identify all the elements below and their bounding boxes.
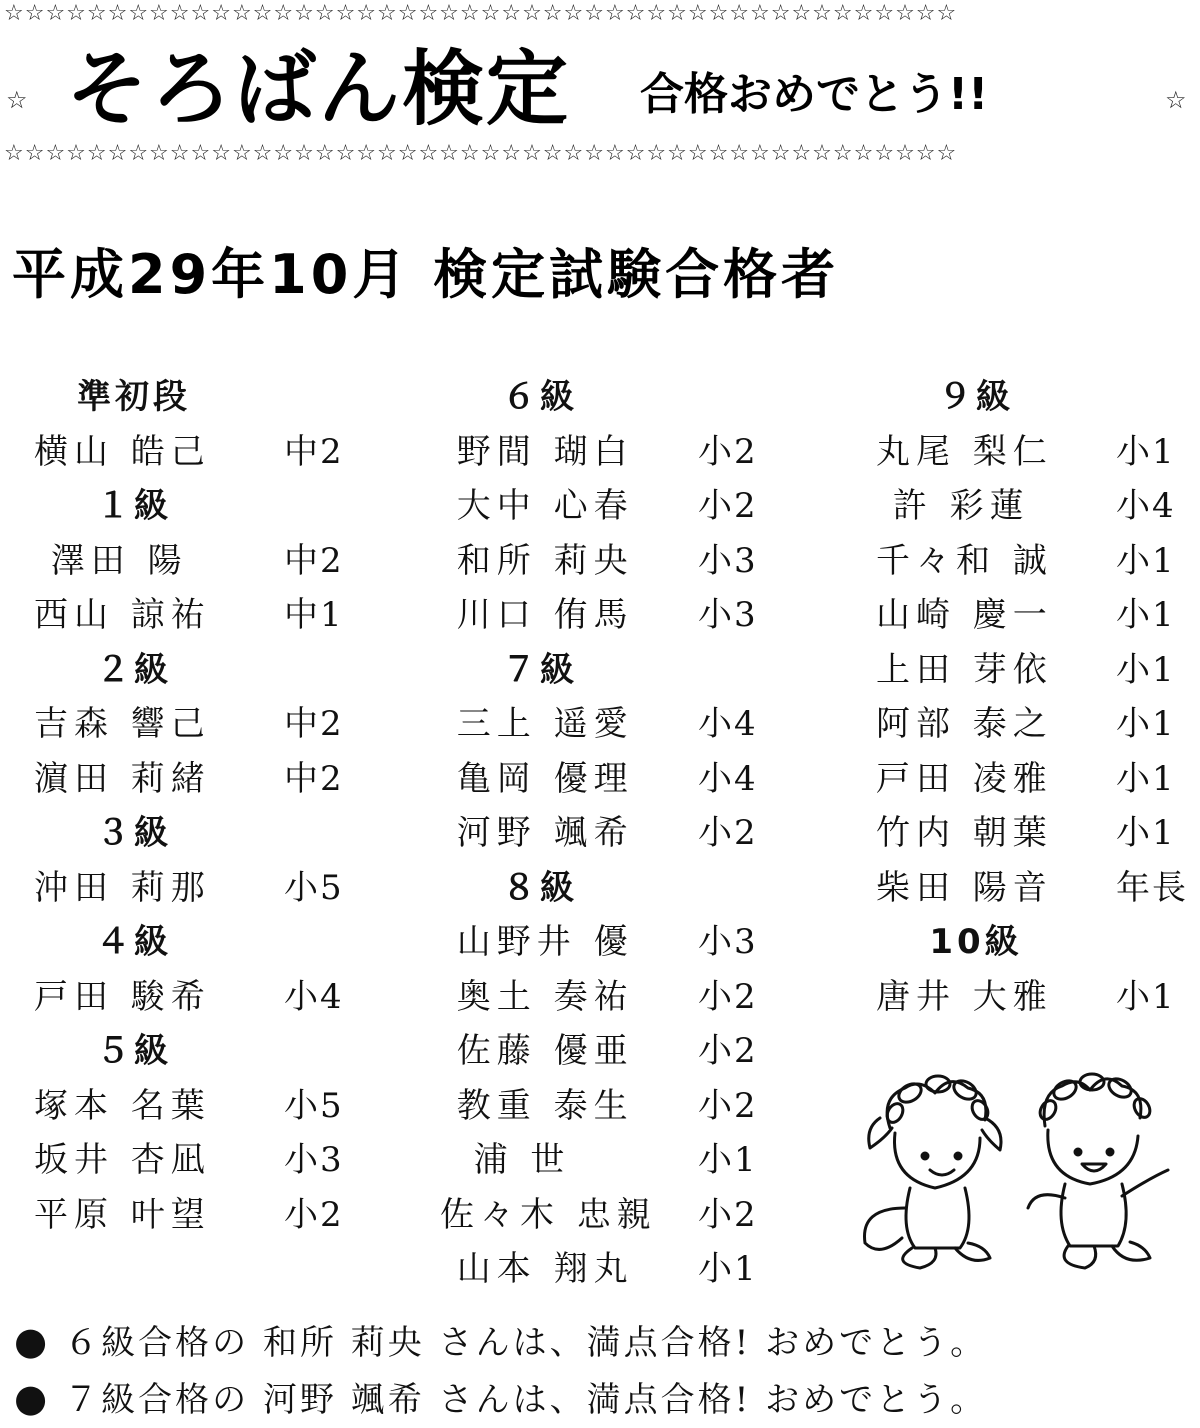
passer-row	[440, 1024, 770, 1079]
passer-name: 沖田 莉那	[34, 867, 211, 908]
note-row	[14, 1371, 1200, 1428]
passer-grade: 小1	[1116, 540, 1176, 581]
passer-name: 亀岡 優理	[440, 758, 634, 799]
passer-name: 澤田 陽	[34, 540, 188, 581]
passer-row	[440, 697, 770, 752]
passer-grade: 小2	[698, 1085, 758, 1126]
passer-grade: 中1	[284, 595, 344, 635]
passer-grade: 年長	[1116, 867, 1188, 908]
passer-name: 唐井 大雅	[876, 976, 1053, 1017]
level-heading: １級	[96, 486, 172, 526]
passer-row	[876, 425, 1196, 480]
passer-grade: 小2	[698, 976, 758, 1017]
passer-row	[440, 425, 770, 480]
level-heading: 10級	[929, 922, 1023, 962]
passer-name: 佐々木 忠親	[440, 1194, 657, 1235]
note-row	[14, 1314, 1200, 1371]
passer-name: 上田 芽依	[876, 649, 1053, 690]
passer-grade: 小3	[698, 595, 758, 635]
passer-grade: 小1	[698, 1249, 758, 1289]
star-icon-right: ☆	[1165, 86, 1187, 114]
passer-row	[440, 1242, 770, 1297]
passer-row	[876, 806, 1196, 861]
passer-grade: 小1	[1116, 976, 1176, 1017]
passer-grade: 小4	[1116, 486, 1176, 526]
passer-name: 河野 颯希	[440, 813, 634, 853]
passer-row	[34, 752, 354, 807]
passer-name: 柴田 陽音	[876, 867, 1053, 908]
passer-grade: 小2	[698, 1031, 758, 1071]
passer-row	[440, 752, 770, 807]
passer-name: 濵田 莉緒	[34, 758, 211, 799]
note-text: ７級合格の 河野 颯希 さんは、満点合格! おめでとう。	[64, 1380, 988, 1420]
passer-name: 戸田 駿希	[34, 976, 211, 1017]
passer-name: 大中 心春	[440, 486, 634, 526]
congratulations-heading: 合格おめでとう!!	[640, 69, 989, 120]
passers-column-1	[34, 370, 354, 1242]
level-heading: ５級	[96, 1031, 172, 1071]
passer-grade: 小3	[698, 540, 758, 581]
star-border-top: ☆☆☆☆☆☆☆☆☆☆☆☆☆☆☆☆☆☆☆☆☆☆☆☆☆☆☆☆☆☆☆☆☆☆☆☆☆☆☆☆☆☆☆☆☆☆	[4, 1, 958, 26]
notes	[14, 1314, 1200, 1428]
passer-grade: 中2	[284, 540, 344, 581]
passer-grade: 小1	[1116, 431, 1176, 472]
passer-row	[34, 697, 354, 752]
page-title: そろばん検定	[66, 42, 571, 137]
passer-row	[34, 1133, 354, 1188]
bullet-icon: ●	[14, 1376, 51, 1420]
passer-grade: 小3	[284, 1140, 344, 1180]
passer-row	[876, 970, 1196, 1025]
passer-name: 山野井 優	[440, 922, 634, 962]
passer-grade: 小5	[284, 867, 344, 908]
passer-name: 阿部 泰之	[876, 704, 1053, 744]
passer-row	[876, 752, 1196, 807]
passer-row	[34, 861, 354, 916]
passer-grade: 小4	[698, 758, 758, 799]
passer-row	[876, 643, 1196, 698]
passer-row	[876, 479, 1196, 534]
passer-row	[34, 425, 354, 480]
passer-name: 千々和 誠	[876, 540, 1053, 581]
passer-name: 吉森 響己	[34, 704, 211, 744]
passer-grade: 小2	[698, 486, 758, 526]
passers-column-3	[876, 370, 1196, 1024]
passer-row	[440, 1133, 770, 1188]
level-heading: ９級	[938, 377, 1014, 417]
passer-row	[876, 861, 1196, 916]
passer-name: 和所 莉央	[440, 540, 634, 581]
passer-grade: 小2	[698, 431, 758, 472]
level-heading: ７級	[502, 649, 578, 690]
passer-grade: 小2	[698, 813, 758, 853]
passer-row	[440, 534, 770, 589]
level-heading: 準初段	[77, 377, 191, 417]
star-icon-left: ☆	[6, 86, 28, 114]
passer-row	[440, 915, 770, 970]
passer-name: 川口 侑馬	[440, 595, 634, 635]
passer-name: 山崎 慶一	[876, 595, 1053, 635]
passers-column-2	[440, 370, 770, 1297]
bullet-icon: ●	[14, 1319, 51, 1363]
passer-name: 横山 皓己	[34, 431, 211, 472]
passer-grade: 中2	[284, 758, 344, 799]
passer-row	[440, 588, 770, 643]
passer-row	[440, 806, 770, 861]
passer-grade: 小4	[698, 704, 758, 744]
passer-row	[34, 970, 354, 1025]
passer-grade: 小2	[284, 1194, 344, 1235]
passer-name: 野間 瑚白	[440, 431, 634, 472]
passer-grade: 小5	[284, 1085, 344, 1126]
level-heading: ３級	[96, 813, 172, 853]
passer-grade: 小1	[1116, 595, 1176, 635]
passer-name: 竹内 朝葉	[876, 813, 1053, 853]
passer-name: 戸田 凌雅	[876, 758, 1053, 799]
passer-row	[440, 1188, 770, 1243]
passer-grade: 小1	[1116, 704, 1176, 744]
passer-row	[876, 697, 1196, 752]
passer-grade: 小1	[1116, 758, 1176, 799]
passer-row	[876, 534, 1196, 589]
passer-name: 平原 叶望	[34, 1194, 211, 1235]
star-border-bottom: ☆☆☆☆☆☆☆☆☆☆☆☆☆☆☆☆☆☆☆☆☆☆☆☆☆☆☆☆☆☆☆☆☆☆☆☆☆☆☆☆☆☆☆☆☆☆	[4, 141, 958, 166]
passer-grade: 小2	[698, 1194, 758, 1235]
passer-row	[440, 479, 770, 534]
level-heading: ４級	[96, 922, 172, 962]
passer-name: 教重 泰生	[440, 1085, 634, 1126]
level-heading: ８級	[502, 867, 578, 908]
passer-row	[34, 1188, 354, 1243]
fox-mascots-icon	[850, 1058, 1180, 1278]
passer-name: 坂井 杏凪	[34, 1140, 211, 1180]
level-heading: ２級	[96, 649, 172, 690]
passer-grade: 小1	[1116, 649, 1176, 690]
passer-grade: 小1	[1116, 813, 1176, 853]
passer-row	[34, 1079, 354, 1134]
passer-grade: 中2	[284, 431, 344, 472]
passer-row	[440, 1079, 770, 1134]
passer-name: 三上 遥愛	[440, 704, 634, 744]
passer-grade: 小1	[698, 1140, 758, 1180]
note-text: ６級合格の 和所 莉央 さんは、満点合格! おめでとう。	[64, 1323, 988, 1363]
passer-grade: 中2	[284, 704, 344, 744]
passer-name: 山本 翔丸	[440, 1249, 634, 1289]
passer-row	[34, 588, 354, 643]
passer-grade: 小3	[698, 922, 758, 962]
exam-title: 平成29年10月 検定試験合格者	[12, 243, 840, 306]
passer-name: 丸尾 梨仁	[876, 431, 1053, 472]
passer-row	[876, 588, 1196, 643]
passer-row	[34, 534, 354, 589]
passer-name: 西山 諒祐	[34, 595, 211, 635]
passer-name: 佐藤 優亜	[440, 1031, 634, 1071]
passer-name: 塚本 名葉	[34, 1085, 211, 1126]
passer-grade: 小4	[284, 976, 344, 1017]
level-heading: ６級	[502, 377, 578, 417]
passer-name: 許 彩蓮	[876, 486, 1030, 526]
passer-name: 浦 世	[440, 1140, 571, 1180]
passer-row	[440, 970, 770, 1025]
passer-name: 奥土 奏祐	[440, 976, 634, 1017]
